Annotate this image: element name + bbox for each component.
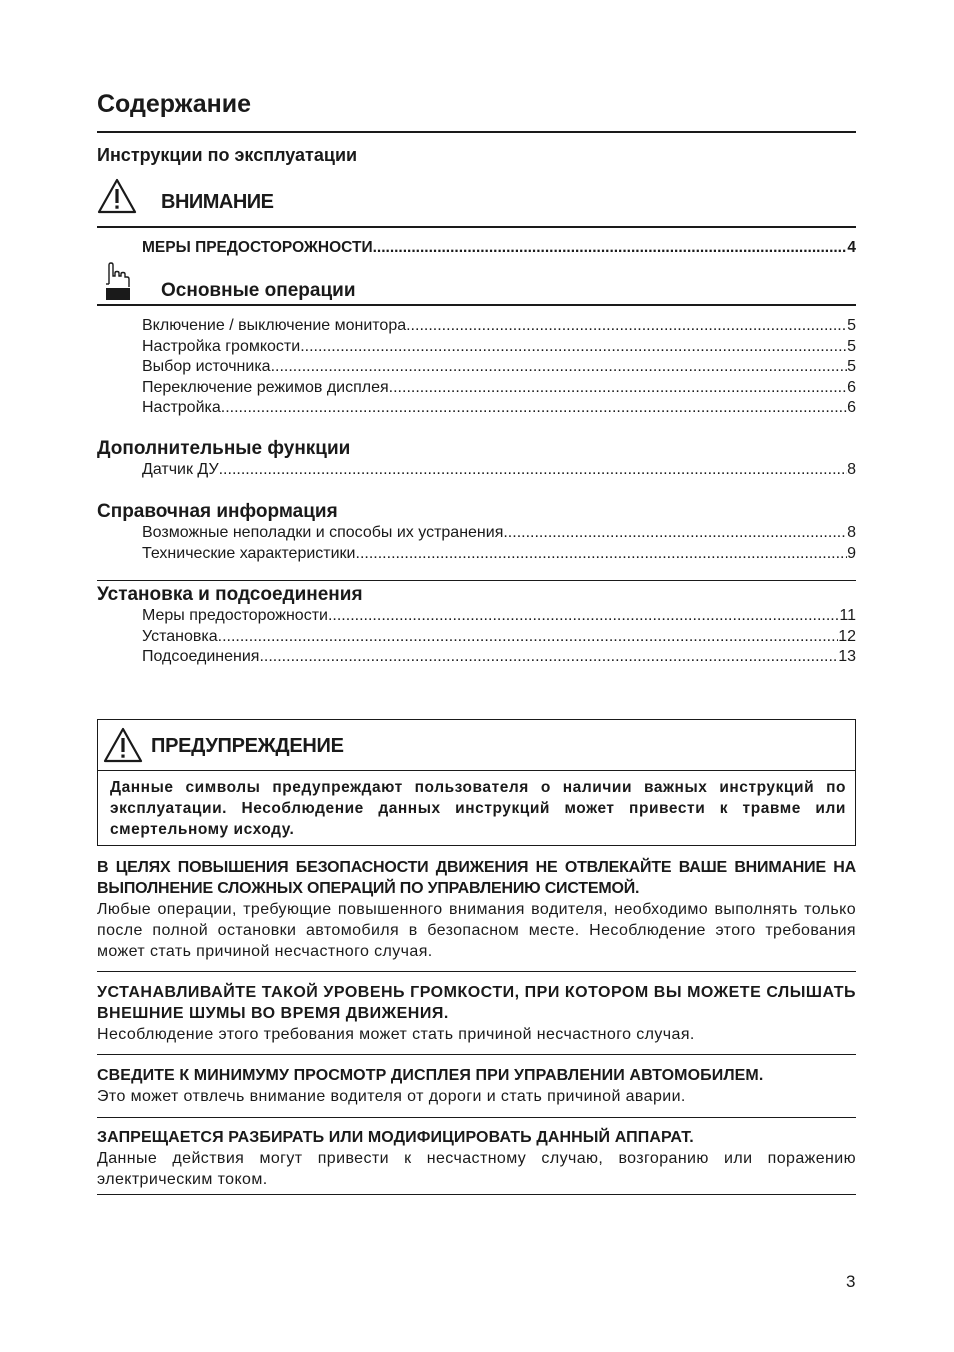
toc-entry[interactable] [142, 606, 856, 626]
toc-entry-page: 4 [847, 239, 856, 256]
toc-entry[interactable] [142, 647, 856, 667]
safety-rule [97, 982, 856, 1045]
toc-leader-dots [271, 357, 848, 377]
warning-triangle-icon [103, 727, 143, 763]
toc-entry[interactable] [142, 316, 856, 336]
safety-rule-heading: УСТАНАВЛИВАЙТЕ ТАКОЙ УРОВЕНЬ ГРОМКОСТИ, ПРИ КОТОРОМ ВЫ МОЖЕТЕ СЛЫШАТЬ ВНЕШНИЕ ШУМЫ ВО ВРЕМЯ ДВИЖЕНИЯ. [97, 984, 856, 1022]
basic-operations-heading: Основные операции [161, 280, 356, 301]
toc-leader-dots [373, 238, 848, 258]
attention-heading: ВНИМАНИЕ [161, 191, 274, 213]
warning-triangle-icon [97, 178, 137, 214]
toc-entry-label: Переключение режимов дисплея [142, 379, 389, 396]
toc-leader-dots [259, 647, 838, 667]
safety-rule-heading: ЗАПРЕЩАЕТСЯ РАЗБИРАТЬ ИЛИ МОДИФИЦИРОВАТЬ ДАННЫЙ АППАРАТ. [97, 1129, 694, 1146]
reference-heading: Справочная информация [97, 501, 338, 522]
toc-leader-dots [406, 316, 847, 336]
rule-divider [97, 1194, 856, 1195]
page-title: Содержание [97, 90, 252, 118]
rule-divider [97, 971, 856, 972]
toc-entry-label: Выбор источника [142, 358, 271, 375]
safety-rule [97, 1127, 856, 1190]
toc-entry-label: Возможные неполадки и способы их устранения [142, 524, 504, 541]
toc-leader-dots [221, 398, 847, 418]
safety-rule-heading: В ЦЕЛЯХ ПОВЫШЕНИЯ БЕЗОПАСНОСТИ ДВИЖЕНИЯ НЕ ОТВЛЕКАЙТЕ ВАШЕ ВНИМАНИЕ НА ВЫПОЛНЕНИЕ СЛОЖНЫХ ОПЕРАЦИЙ ПО УПРАВЛЕНИЮ СИСТЕМОЙ. [97, 859, 856, 897]
attention-divider [97, 226, 856, 228]
warning-divider [98, 770, 855, 771]
hand-pointer-icon [103, 262, 131, 302]
toc-entry-label: Установка [142, 628, 218, 645]
toc-entry[interactable] [142, 460, 856, 480]
toc-entry[interactable] [142, 544, 856, 564]
toc-entry[interactable] [142, 398, 856, 418]
rule-divider [97, 1117, 856, 1118]
toc-leader-dots [219, 460, 847, 480]
toc-entry-label: Настройка громкости [142, 338, 301, 355]
toc-entry[interactable] [142, 523, 856, 543]
toc-leader-dots [328, 606, 839, 626]
toc-entry-page: 12 [838, 628, 856, 645]
toc-entry[interactable] [142, 357, 856, 377]
toc-entry-page: 13 [838, 648, 856, 665]
title-divider [97, 131, 856, 133]
toc-leader-dots [218, 627, 839, 647]
install-divider [97, 580, 856, 581]
install-heading: Установка и подсоединения [97, 584, 363, 605]
toc-entry-precautions[interactable] [142, 238, 856, 258]
toc-entry-label: МЕРЫ ПРЕДОСТОРОЖНОСТИ [142, 239, 373, 256]
toc-entry-label: Подсоединения [142, 648, 260, 665]
toc-entry-page: 6 [847, 399, 856, 416]
toc-leader-dots [356, 544, 848, 564]
toc-leader-dots [389, 378, 847, 398]
toc-entry-label: Включение / выключение монитора [142, 317, 407, 334]
toc-entry-page: 6 [847, 379, 856, 396]
toc-entry-page: 8 [847, 524, 856, 541]
warning-box [97, 719, 856, 846]
safety-rule-text: Данные действия могут привести к несчастному случаю, возгоранию или поражению электрическим током. [97, 1150, 856, 1188]
safety-rule-heading: СВЕДИТЕ К МИНИМУМУ ПРОСМОТР ДИСПЛЕЯ ПРИ УПРАВЛЕНИИ АВТОМОБИЛЕМ. [97, 1067, 764, 1084]
toc-entry-page: 5 [847, 358, 856, 375]
safety-rule [97, 1065, 856, 1107]
toc-leader-dots [503, 523, 847, 543]
toc-entry-page: 8 [847, 461, 856, 478]
safety-rule-text: Несоблюдение этого требования может стать причиной несчастного случая. [97, 1026, 695, 1043]
manual-subtitle: Инструкции по эксплуатации [97, 145, 358, 165]
toc-entry[interactable] [142, 378, 856, 398]
safety-rule-text: Это может отвлечь внимание водителя от дороги и стать причиной аварии. [97, 1088, 686, 1105]
toc-entry-label: Меры предосторожности [142, 607, 328, 624]
toc-entry-label: Технические характеристики [142, 545, 356, 562]
toc-entry-label: Датчик ДУ [142, 461, 219, 478]
page-number: 3 [846, 1272, 856, 1291]
toc-leader-dots [300, 337, 847, 357]
toc-entry[interactable] [142, 627, 856, 647]
toc-entry-label: Настройка [142, 399, 221, 416]
warning-heading: ПРЕДУПРЕЖДЕНИЕ [151, 735, 344, 757]
rule-divider [97, 1054, 856, 1055]
toc-entry-page: 11 [839, 607, 856, 624]
safety-rule-text: Любые операции, требующие повышенного внимания водителя, необходимо выполнять только после полной остановки автомобиля в безопасном месте. Несоблюдение этого требования может стать причиной несчастного случая. [97, 901, 856, 960]
basic-operations-divider [97, 304, 856, 306]
extra-functions-heading: Дополнительные функции [97, 438, 351, 459]
toc-entry[interactable] [142, 337, 856, 357]
toc-entry-page: 9 [847, 545, 856, 562]
toc-entry-page: 5 [847, 317, 856, 334]
safety-rule [97, 857, 856, 962]
warning-text: Данные символы предупреждают пользователя о наличии важных инструкций по эксплуатации. Несоблюдение данных инструкций может привести к травме или смертельному исходу. [110, 779, 846, 838]
toc-entry-page: 5 [847, 338, 856, 355]
